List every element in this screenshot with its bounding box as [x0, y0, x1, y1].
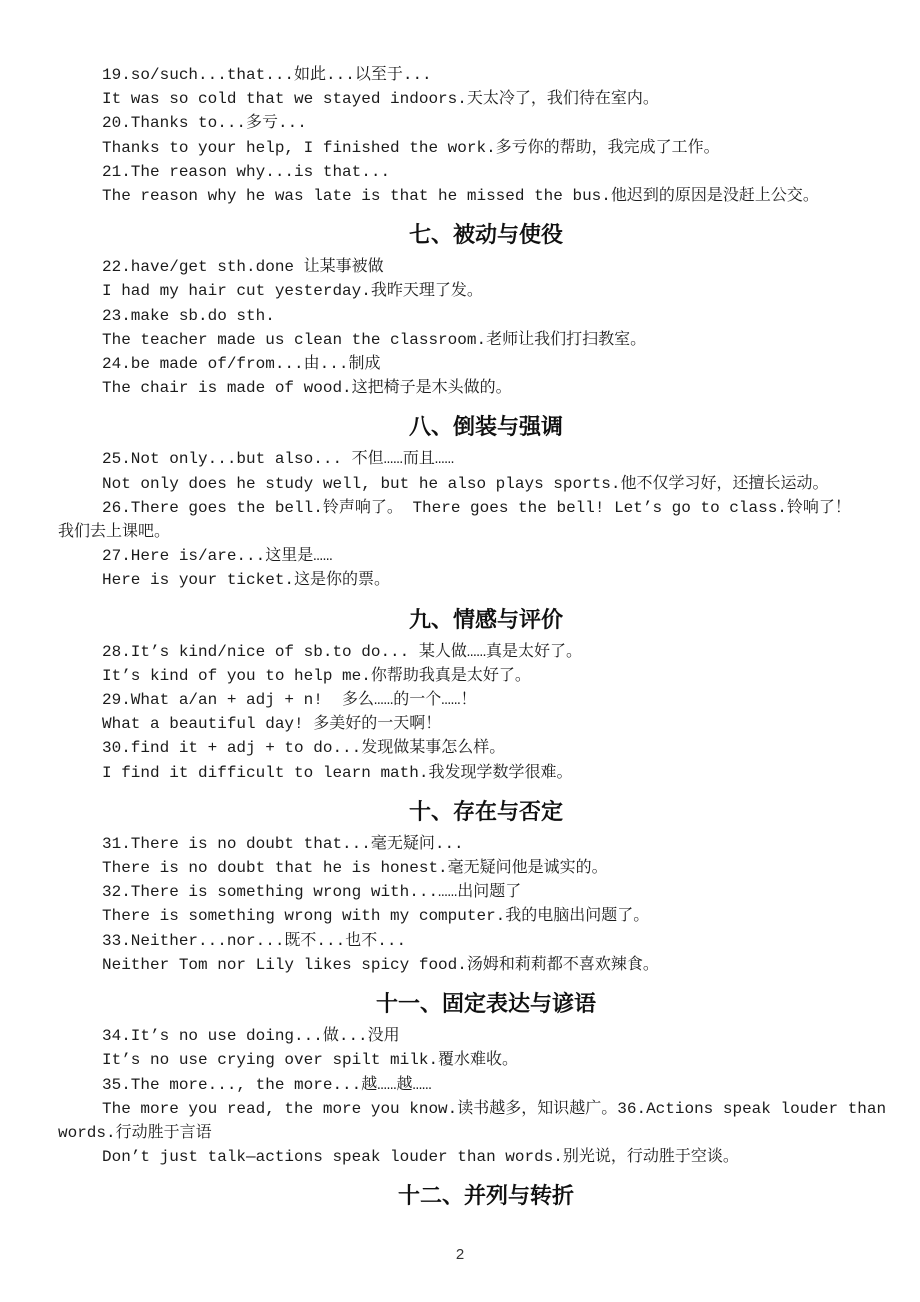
text-line: 28.It’s kind/nice of sb.to do... 某人做……真是太好了。	[102, 642, 583, 661]
text-line: The more you read, the more you know.读书越多，知识越广。36.Actions speak louder than	[102, 1099, 887, 1118]
text-line: I find it difficult to learn math.我发现学数学很难。	[102, 763, 573, 782]
text-line: The chair is made of wood.这把椅子是木头做的。	[102, 379, 512, 398]
text-line: Not only does he study well, but he also plays sports.他不仅学习好，还擅长运动。	[102, 474, 829, 493]
text-line: 19.so/such...that...如此...以至于...	[102, 66, 432, 84]
text-line: Here is your ticket.这是你的票。	[102, 571, 391, 590]
document-body	[58, 63, 914, 1216]
text-line: 27.Here is/are...这里是……	[102, 547, 333, 566]
text-line: There is no doubt that he is honest.毫无疑问他是诚实的。	[102, 859, 608, 878]
text-line: 23.make sb.do sth.	[102, 306, 275, 325]
text-line: It’s no use crying over spilt milk.覆水难收。	[102, 1051, 519, 1070]
section-heading: 十一、固定表达与谚语	[375, 991, 596, 1017]
text-line: It was so cold that we stayed indoors.天太冷了，我们待在室内。	[102, 90, 659, 109]
text-line: The teacher made us clean the classroom.老师让我们打扫教室。	[102, 330, 647, 349]
section-heading: 十、存在与否定	[408, 798, 563, 824]
text-line: 22.have/get sth.done 让某事被做	[102, 258, 384, 277]
text-line: 20.Thanks to...多亏...	[102, 114, 307, 133]
text-line: Don’t just talk—actions speak louder than words.别光说，行动胜于空谈。	[102, 1148, 739, 1167]
section-heading: 八、倒装与强调	[408, 414, 563, 440]
text-line: Thanks to your help, I finished the work.多亏你的帮助，我完成了工作。	[102, 138, 720, 157]
text-line: 32.There is something wrong with...……出问题了	[102, 883, 522, 902]
text-line: 33.Neither...nor...既不...也不...	[102, 931, 407, 950]
text-line: 21.The reason why...is that...	[102, 162, 391, 181]
text-line: What a beautiful day! 多美好的一天啊！	[102, 715, 442, 734]
text-line: 25.Not only...but also... 不但……而且……	[102, 450, 455, 469]
text-line: Neither Tom nor Lily likes spicy food.汤姆和莉莉都不喜欢辣食。	[102, 955, 659, 974]
section-heading: 七、被动与使役	[408, 222, 563, 248]
text-line: 30.find it + adj + to do...发现做某事怎么样。	[102, 739, 506, 758]
page-number: 2	[455, 1246, 465, 1263]
text-line: The reason why he was late is that he missed the bus.他迟到的原因是没赶上公交。	[102, 187, 819, 206]
page-footer	[0, 1246, 920, 1263]
text-line: There is something wrong with my computer.我的电脑出问题了。	[102, 907, 650, 926]
text-line: 34.It’s no use doing...做...没用	[102, 1027, 400, 1046]
text-line: 35.The more..., the more...越……越……	[102, 1075, 432, 1094]
section-heading: 九、情感与评价	[408, 606, 563, 632]
text-line: It’s kind of you to help me.你帮助我真是太好了。	[102, 666, 531, 685]
text-line: 24.be made of/from...由...制成	[102, 355, 381, 374]
text-line: 我们去上课吧。	[58, 523, 171, 542]
section-heading: 十二、并列与转折	[397, 1183, 574, 1209]
text-line: words.行动胜于言语	[58, 1123, 212, 1142]
text-line: 26.There goes the bell.铃声响了。 There goes the bell! Let’s go to class.铃响了！	[102, 498, 851, 517]
text-line: I had my hair cut yesterday.我昨天理了发。	[102, 282, 483, 301]
text-line: 31.There is no doubt that...毫无疑问...	[102, 834, 464, 853]
text-line: 29.What a/an + adj + n! 多么……的一个……！	[102, 691, 477, 710]
